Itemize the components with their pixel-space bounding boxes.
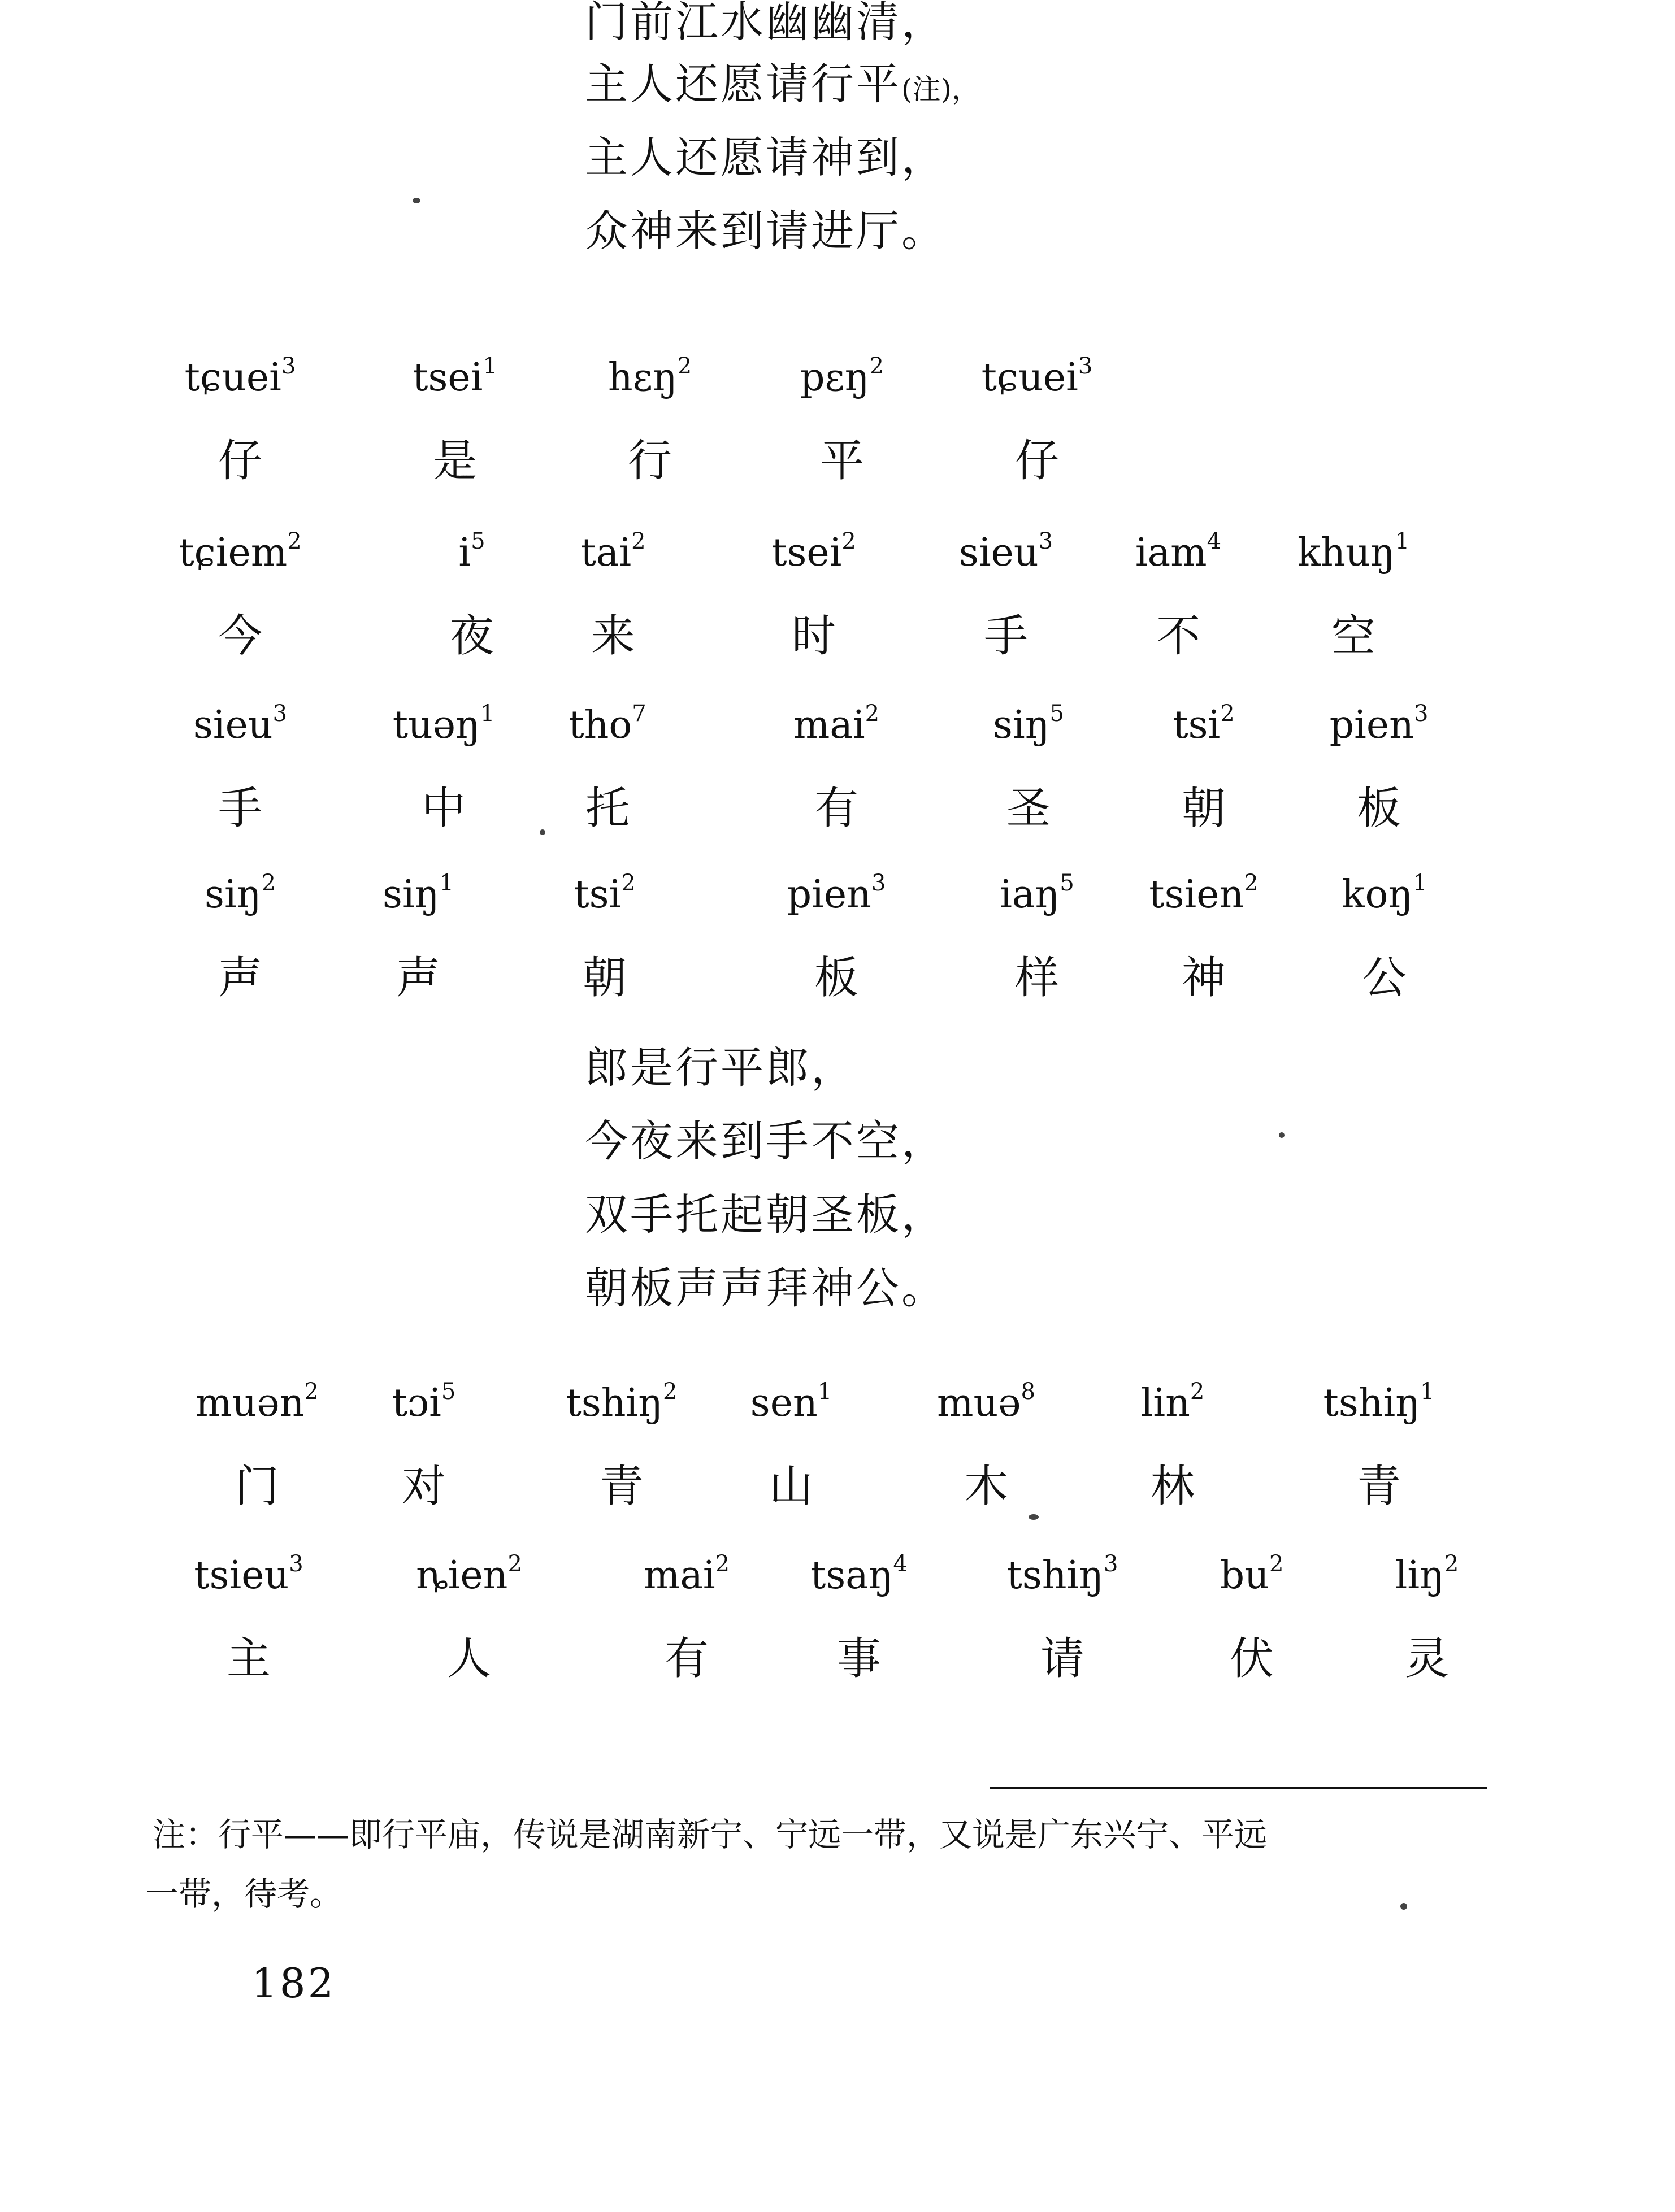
romanization-text: tsei — [771, 531, 842, 575]
gloss-romanization — [196, 1379, 319, 1426]
verse-mid — [585, 1031, 947, 1325]
romanization-text: liŋ — [1395, 1553, 1444, 1598]
gloss-romanization — [1395, 1551, 1459, 1598]
gloss-character: 板 — [814, 953, 859, 1003]
gloss-character: 圣 — [1006, 783, 1051, 834]
gloss-romanization — [793, 701, 879, 748]
footnote-line: 一带，待考。 — [146, 1875, 343, 1913]
romanization-text: muə — [937, 1381, 1021, 1426]
gloss-romanization — [383, 870, 454, 917]
gloss-character: 夜 — [449, 611, 494, 662]
tone-number: 2 — [677, 353, 692, 379]
footnote-rule — [990, 1787, 1487, 1789]
tone-number: 1 — [1420, 1379, 1435, 1405]
romanization-text: sen — [750, 1381, 818, 1426]
tone-number: 1 — [483, 353, 497, 379]
romanization-text: tsieu — [194, 1553, 289, 1598]
gloss-romanization — [413, 353, 497, 400]
romanization-text: tɕuei — [981, 355, 1078, 400]
page-number: 182 — [251, 1959, 336, 2007]
gloss-romanization — [458, 528, 485, 575]
tone-number: 1 — [1413, 870, 1427, 896]
scan-speck — [540, 829, 545, 835]
tone-number: 5 — [1060, 870, 1074, 896]
romanization-text: mai — [643, 1553, 715, 1598]
gloss-character: 青 — [599, 1461, 644, 1512]
romanization-text: bu — [1220, 1553, 1269, 1598]
tone-number: 2 — [1269, 1551, 1284, 1577]
romanization-text: koŋ — [1342, 872, 1413, 917]
romanization-text: siŋ — [383, 872, 440, 917]
tone-number: 2 — [865, 701, 880, 727]
tone-number: 3 — [281, 353, 296, 379]
gloss-character: 伏 — [1229, 1633, 1274, 1684]
romanization-text: sieu — [193, 703, 273, 748]
tone-number: 2 — [715, 1551, 730, 1577]
tone-number: 2 — [507, 1551, 522, 1577]
gloss-character: 样 — [1014, 953, 1060, 1003]
gloss-character: 手 — [218, 783, 263, 834]
gloss-character: 今 — [218, 611, 263, 662]
romanization-text: pien — [1329, 703, 1414, 748]
verse-line: 众神来到请进厅。 — [585, 206, 947, 256]
gloss-character: 神 — [1181, 953, 1226, 1003]
romanization-text: tshiŋ — [1323, 1381, 1421, 1426]
gloss-character: 平 — [819, 436, 865, 486]
tone-number: 8 — [1021, 1379, 1035, 1405]
verse-line: 今夜来到手不空， — [585, 1116, 947, 1166]
scan-speck — [1279, 1132, 1285, 1138]
tone-number: 2 — [1244, 870, 1259, 896]
gloss-romanization — [982, 353, 1093, 400]
romanization-text: tshiŋ — [566, 1381, 663, 1426]
verse-line: 主人还愿请神到， — [585, 132, 947, 182]
gloss-character: 门 — [235, 1461, 280, 1512]
footnote-line: 注：行平——即行平庙，传说是湖南新宁、宁远一带，又说是广东兴宁、平远 — [153, 1815, 1268, 1854]
gloss-romanization — [937, 1379, 1035, 1426]
tone-number: 3 — [1078, 353, 1093, 379]
gloss-character: 仔 — [1014, 436, 1060, 486]
tone-number: 2 — [631, 528, 646, 554]
gloss-character: 托 — [585, 783, 630, 834]
tone-number: 1 — [817, 1379, 832, 1405]
gloss-character: 朝 — [582, 953, 627, 1003]
gloss-romanization — [569, 701, 646, 748]
romanization-text: tsi — [1173, 703, 1221, 748]
gloss-character: 是 — [432, 436, 478, 486]
gloss-character: 声 — [218, 953, 263, 1003]
romanization-text: hɛŋ — [607, 355, 678, 400]
romanization-text: pien — [787, 872, 871, 917]
romanization-text: tshiŋ — [1006, 1553, 1104, 1598]
gloss-romanization — [205, 870, 276, 917]
verse-line-partial: 门前江水幽幽清， — [585, 0, 947, 47]
tone-number: 3 — [272, 701, 288, 727]
verse-line: 郎是行平郎， — [585, 1042, 856, 1093]
gloss-character: 时 — [791, 611, 836, 662]
gloss-character: 林 — [1150, 1461, 1195, 1512]
romanization-text: tɕuei — [184, 355, 281, 400]
tone-number: 5 — [471, 528, 485, 554]
verse-top — [585, 0, 980, 268]
gloss-character: 事 — [836, 1633, 882, 1684]
romanization-text: tsi — [574, 872, 622, 917]
gloss-character: 灵 — [1404, 1633, 1450, 1684]
gloss-romanization — [193, 701, 287, 748]
romanization-text: tsien — [1149, 872, 1244, 917]
tone-number: 2 — [1220, 701, 1235, 727]
gloss-romanization — [1141, 1379, 1205, 1426]
gloss-romanization — [1342, 870, 1427, 917]
romanization-text: ȵien — [416, 1553, 508, 1598]
gloss-romanization — [1323, 1379, 1434, 1426]
tone-number: 2 — [1444, 1551, 1459, 1577]
romanization-text: khuŋ — [1297, 531, 1395, 575]
gloss-character: 人 — [446, 1633, 492, 1684]
gloss-character: 手 — [983, 611, 1029, 662]
romanization-text: pɛŋ — [800, 355, 870, 400]
gloss-character: 来 — [591, 611, 636, 662]
gloss-romanization — [393, 701, 495, 748]
gloss-romanization — [771, 528, 856, 575]
gloss-romanization — [750, 1379, 832, 1426]
gloss-character: 朝 — [1181, 783, 1226, 834]
tone-number: 5 — [441, 1379, 456, 1405]
romanization-text: i — [458, 531, 471, 575]
gloss-romanization — [1220, 1551, 1284, 1598]
romanization-text: tɔi — [392, 1381, 441, 1426]
romanization-text: iam — [1135, 531, 1207, 575]
gloss-romanization — [993, 701, 1064, 748]
gloss-romanization — [1149, 870, 1258, 917]
romanization-text: lin — [1140, 1381, 1190, 1426]
gloss-romanization — [810, 1551, 908, 1598]
gloss-character: 主 — [226, 1633, 271, 1684]
gloss-character: 请 — [1040, 1633, 1085, 1684]
gloss-character: 公 — [1362, 953, 1407, 1003]
gloss-romanization — [800, 353, 884, 400]
gloss-character: 声 — [396, 953, 441, 1003]
tone-number: 3 — [871, 870, 886, 896]
gloss-character: 中 — [421, 783, 466, 834]
tone-number: 2 — [304, 1379, 319, 1405]
romanization-text: tɕiem — [179, 531, 288, 575]
romanization-text: tuəŋ — [392, 703, 480, 748]
tone-number: 4 — [1207, 528, 1222, 554]
tone-number: 2 — [1190, 1379, 1205, 1405]
gloss-romanization — [185, 353, 296, 400]
verse-line: 主人还愿请行平(注)， — [585, 59, 980, 109]
gloss-romanization — [1135, 528, 1221, 575]
gloss-character: 仔 — [218, 436, 263, 486]
tone-number: 1 — [480, 701, 495, 727]
gloss-romanization — [1330, 701, 1429, 748]
note-reference: (注)， — [901, 73, 980, 106]
romanization-text: sieu — [958, 531, 1039, 575]
tone-number: 4 — [893, 1551, 908, 1577]
gloss-romanization — [580, 528, 645, 575]
scan-speck — [1029, 1514, 1039, 1520]
romanization-text: muən — [196, 1381, 305, 1426]
tone-number: 3 — [1104, 1551, 1118, 1577]
romanization-text: siŋ — [993, 703, 1050, 748]
tone-number: 7 — [632, 701, 646, 727]
verse-line: 朝板声声拜神公。 — [585, 1263, 947, 1313]
tone-number: 2 — [261, 870, 276, 896]
gloss-romanization — [566, 1379, 677, 1426]
tone-number: 3 — [1038, 528, 1053, 554]
gloss-character: 有 — [664, 1633, 709, 1684]
tone-number: 3 — [1413, 701, 1429, 727]
scan-speck — [1400, 1903, 1407, 1910]
romanization-text: mai — [793, 703, 865, 748]
romanization-text: tsei — [413, 355, 483, 400]
gloss-romanization — [416, 1551, 522, 1598]
romanization-text: tsaŋ — [810, 1553, 893, 1598]
tone-number: 2 — [869, 353, 884, 379]
gloss-romanization — [1173, 701, 1234, 748]
tone-number: 2 — [663, 1379, 678, 1405]
footnote — [146, 1805, 1492, 1924]
tone-number: 1 — [1395, 528, 1410, 554]
gloss-romanization — [194, 1551, 303, 1598]
gloss-character: 板 — [1356, 783, 1401, 834]
gloss-romanization — [608, 353, 692, 400]
tone-number: 1 — [439, 870, 454, 896]
tone-number: 2 — [841, 528, 856, 554]
gloss-romanization — [644, 1551, 730, 1598]
gloss-character: 行 — [627, 436, 672, 486]
gloss-character: 青 — [1356, 1461, 1401, 1512]
gloss-character: 空 — [1331, 611, 1376, 662]
gloss-romanization — [1000, 870, 1074, 917]
scan-speck — [413, 198, 420, 203]
tone-number: 5 — [1049, 701, 1064, 727]
verse-line: 双手托起朝圣板， — [585, 1189, 947, 1240]
gloss-romanization — [1006, 1551, 1118, 1598]
gloss-romanization — [787, 870, 886, 917]
tone-number: 3 — [289, 1551, 303, 1577]
gloss-character: 对 — [401, 1461, 446, 1512]
romanization-text: siŋ — [205, 872, 262, 917]
romanization-text: iaŋ — [1000, 872, 1060, 917]
gloss-romanization — [1298, 528, 1409, 575]
tone-number: 2 — [287, 528, 302, 554]
gloss-character: 有 — [814, 783, 859, 834]
gloss-romanization — [179, 528, 301, 575]
gloss-romanization — [574, 870, 635, 917]
gloss-romanization — [959, 528, 1053, 575]
gloss-character: 不 — [1156, 611, 1201, 662]
tone-number: 2 — [621, 870, 636, 896]
gloss-romanization — [392, 1379, 456, 1426]
romanization-text: tho — [569, 703, 632, 748]
gloss-character: 木 — [964, 1461, 1009, 1512]
romanization-text: tai — [580, 531, 632, 575]
gloss-character: 山 — [769, 1461, 814, 1512]
